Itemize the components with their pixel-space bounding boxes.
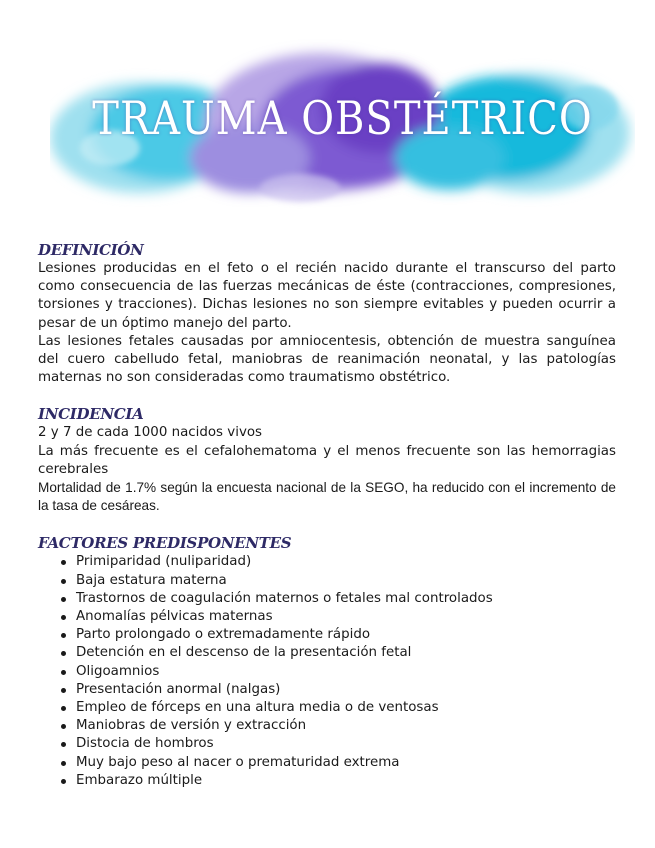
- list-item: Presentación anormal (nalgas): [76, 681, 616, 699]
- definicion-paragraph-2: Las lesiones fetales causadas por amniocentesis, obtención de muestra sanguínea del cuero cabelludo fetal, maniobras de reanimación neonatal, y las patologías maternas no son consideradas como traumatismo obstétrico.: [38, 333, 616, 386]
- document-body: [38, 240, 616, 790]
- factores-section: [38, 533, 616, 790]
- list-item: Detención en el descenso de la presentación fetal: [76, 644, 616, 662]
- incidencia-line-2: La más frecuente es el cefalohematoma y el menos frecuente son las hemorragias cerebrales: [38, 443, 616, 477]
- list-item: Primiparidad (nuliparidad): [76, 553, 616, 571]
- list-item: Baja estatura materna: [76, 572, 616, 590]
- list-item: Anomalías pélvicas maternas: [76, 608, 616, 626]
- list-item: Oligoamnios: [76, 663, 616, 681]
- list-item: Parto prolongado o extremadamente rápido: [76, 626, 616, 644]
- incidencia-section: [38, 404, 616, 515]
- definicion-heading: DEFINICIÓN: [38, 241, 144, 259]
- incidencia-line-3: Mortalidad de 1.7% según la encuesta nacional de la SEGO, ha reducido con el incremento de la tasa de cesáreas.: [38, 480, 616, 514]
- incidencia-heading: INCIDENCIA: [38, 405, 144, 424]
- list-item: Distocia de hombros: [76, 735, 616, 753]
- list-item: Embarazo múltiple: [76, 772, 616, 790]
- list-item: Maniobras de versión y extracción: [76, 717, 616, 735]
- factores-heading: FACTORES PREDISPONENTES: [38, 534, 292, 553]
- factores-list: [38, 553, 616, 790]
- definicion-section: [38, 240, 616, 387]
- title-banner: [50, 38, 635, 216]
- list-item: Muy bajo peso al nacer o prematuridad extrema: [76, 754, 616, 772]
- incidencia-line-1: 2 y 7 de cada 1000 nacidos vivos: [38, 425, 263, 441]
- page-title: TRAUMA OBSTÉTRICO: [92, 92, 593, 146]
- list-item: Empleo de fórceps en una altura media o de ventosas: [76, 699, 616, 717]
- definicion-paragraph-1: Lesiones producidas en el feto o el recién nacido durante el transcurso del parto como consecuencia de las fuerzas mecánicas de éste (contracciones, compresiones, torsiones y tracciones). Dichas lesiones no son siempre evitables y pueden ocurrir a pesar de un óptimo manejo del parto.: [38, 261, 616, 331]
- list-item: Trastornos de coagulación maternos o fetales mal controlados: [76, 590, 616, 608]
